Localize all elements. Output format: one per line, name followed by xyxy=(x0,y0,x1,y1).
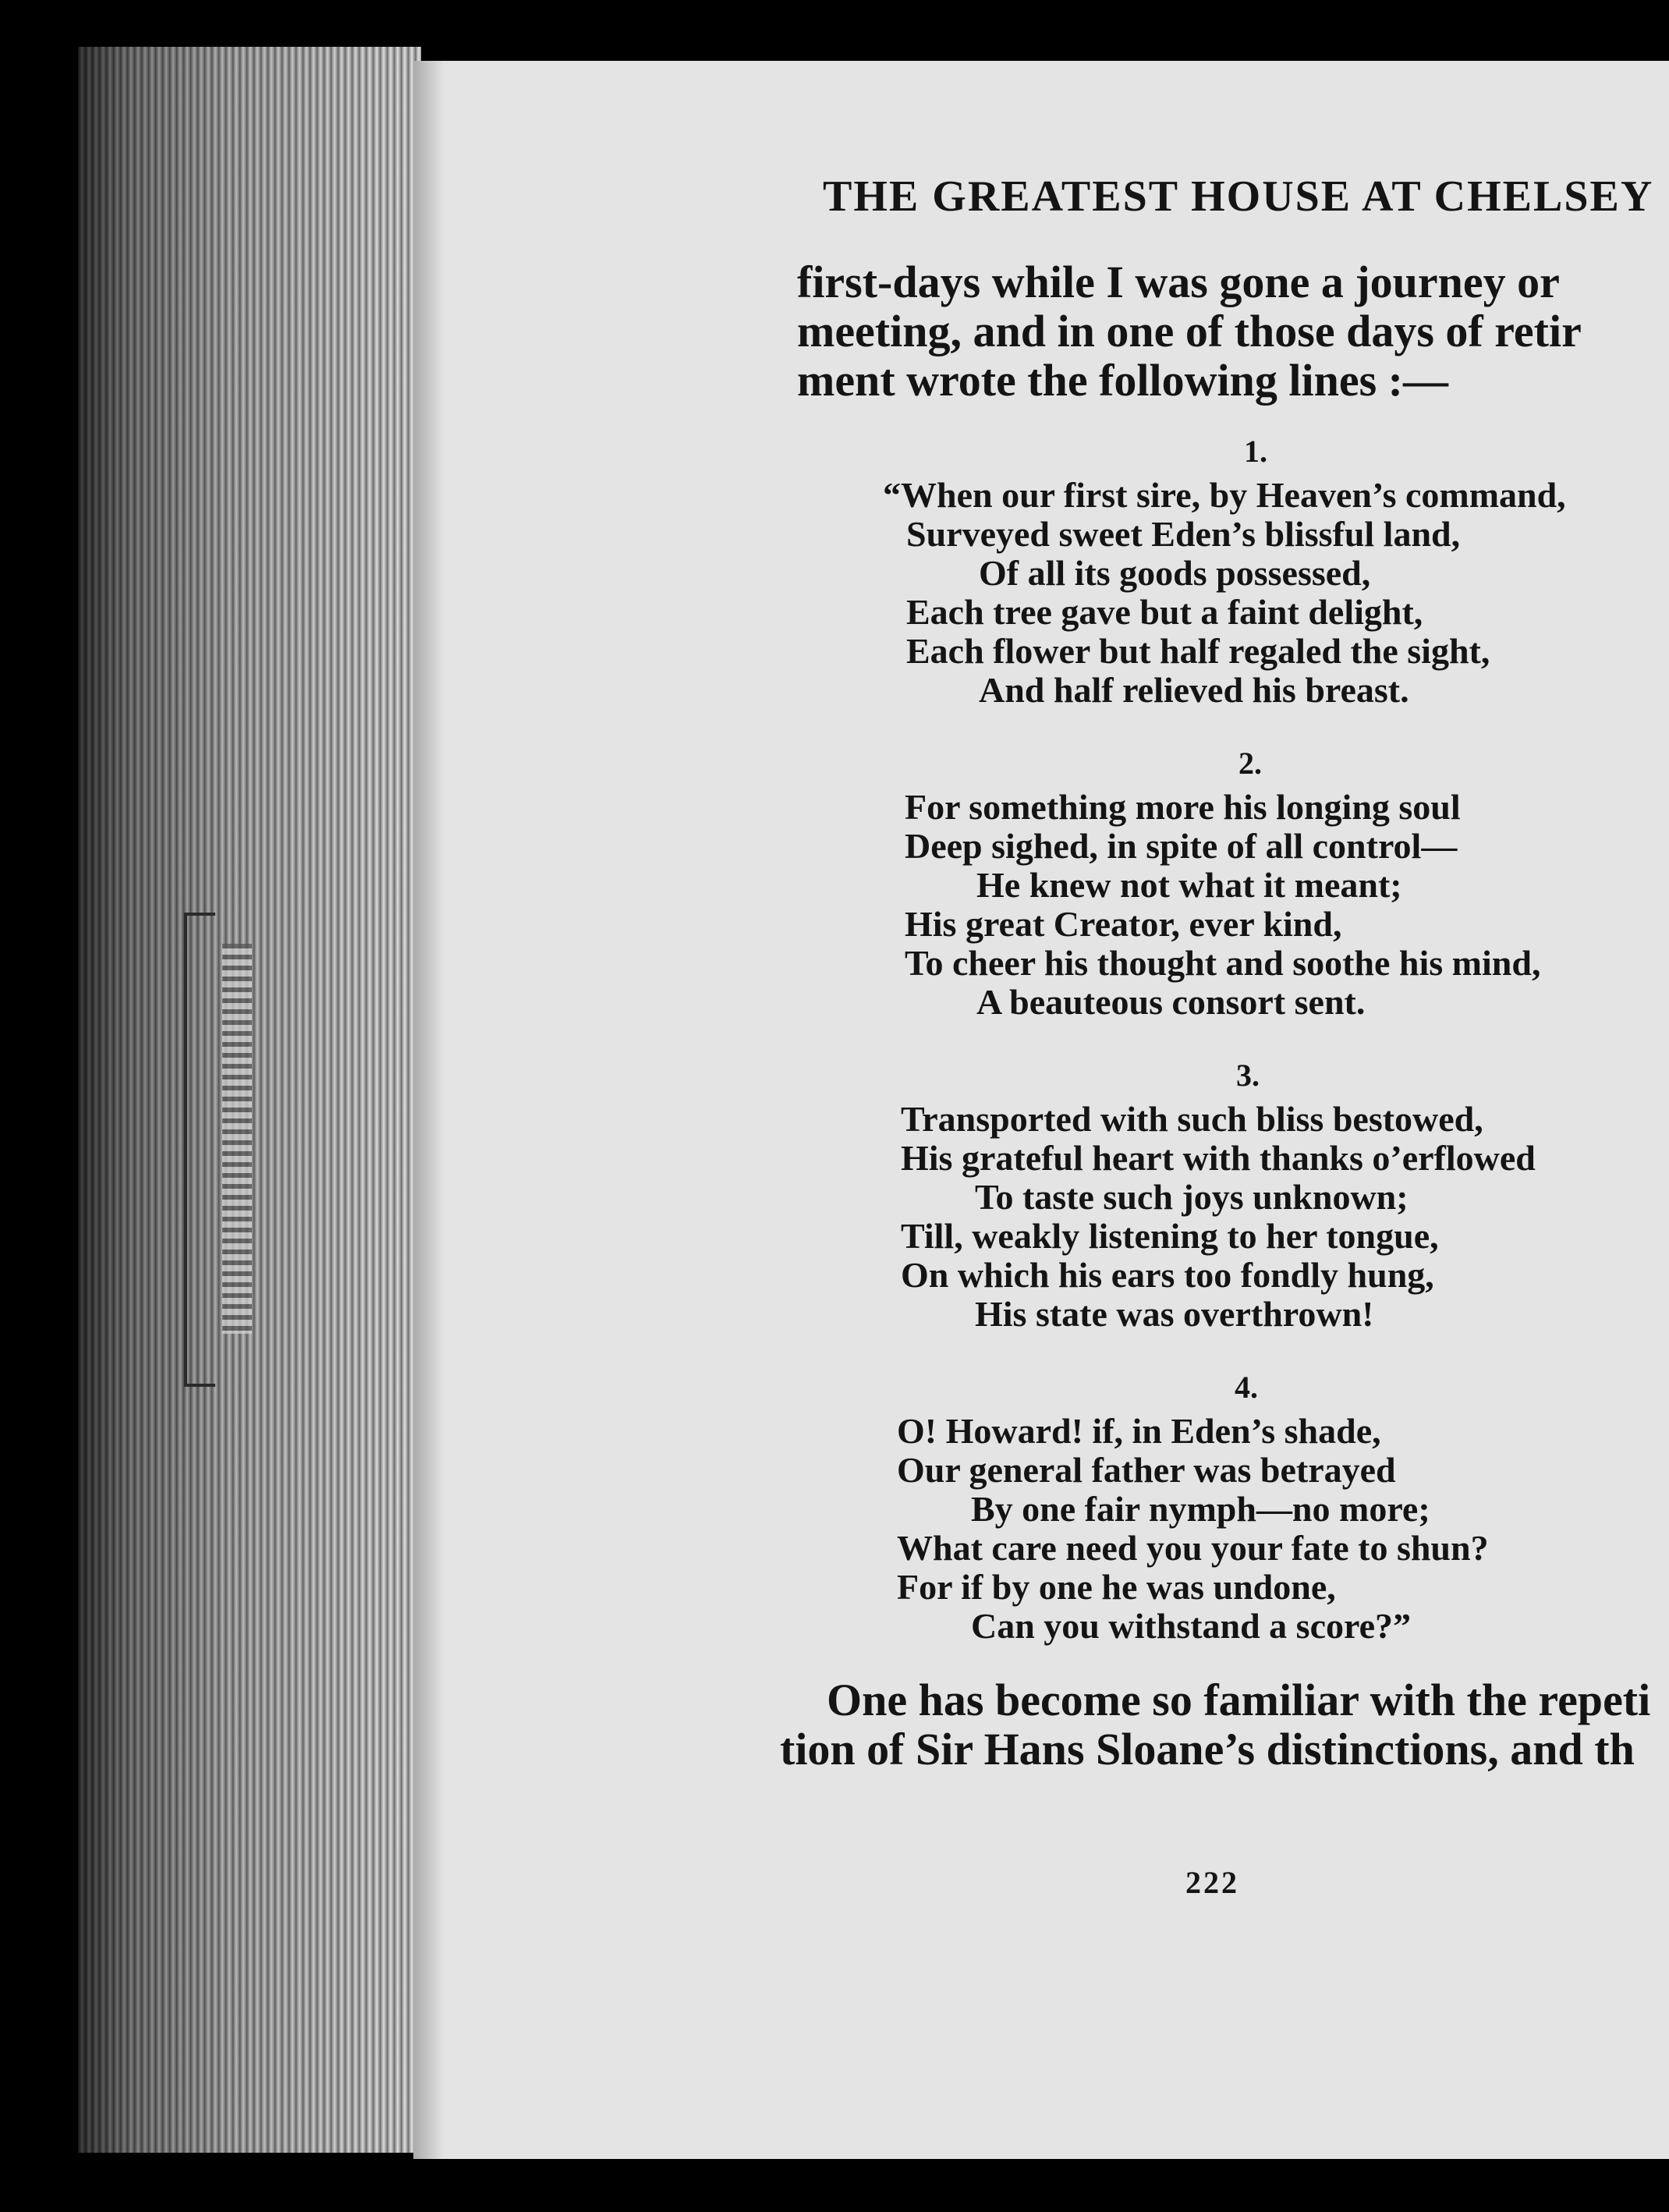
verse-line: Each tree gave but a faint delight, xyxy=(906,592,1423,632)
verse-line: O! Howard! if, in Eden’s shade, xyxy=(897,1411,1381,1451)
opening-line-3: ment wrote the following lines :— xyxy=(797,355,1448,406)
verse-line: “When our first sire, by Heaven’s command, xyxy=(883,475,1566,515)
verse-line: Surveyed sweet Eden’s blissful land, xyxy=(906,514,1461,554)
verse-line: A beauteous consort sent. xyxy=(976,982,1366,1022)
stanza-number: 3. xyxy=(1236,1058,1260,1093)
verse-line: His great Creator, ever kind, xyxy=(905,904,1342,944)
library-stamp-mark xyxy=(222,944,252,1334)
verse-line: Each flower but half regaled the sight, xyxy=(906,631,1490,671)
verse-line: Till, weakly listening to her tongue, xyxy=(901,1216,1439,1256)
verse-line: For if by one he was undone, xyxy=(897,1567,1336,1607)
running-header: THE GREATEST HOUSE AT CHELSEY xyxy=(823,172,1654,221)
closing-line-2: tion of Sir Hans Sloane’s distinctions, and th xyxy=(780,1724,1635,1774)
page-number: 222 xyxy=(1185,1865,1239,1900)
verse-line: Can you withstand a score?” xyxy=(971,1606,1411,1646)
verse-line: Our general father was betrayed xyxy=(897,1450,1396,1490)
verse-line: For something more his longing soul xyxy=(905,787,1461,827)
opening-line-2: meeting, and in one of those days of retir xyxy=(797,306,1582,356)
verse-line: By one fair nymph—no more; xyxy=(971,1489,1430,1529)
verse-line: Transported with such bliss bestowed, xyxy=(901,1099,1483,1139)
stanza-number: 1. xyxy=(1244,434,1267,469)
verse-line: What care need you your fate to shun? xyxy=(897,1528,1489,1568)
closing-line-1: One has become so familiar with the repeti xyxy=(827,1675,1651,1725)
verse-line: His state was overthrown! xyxy=(975,1294,1374,1334)
stanza-number: 4. xyxy=(1235,1370,1258,1405)
verse-line: And half relieved his breast. xyxy=(979,670,1409,710)
opening-line-1: first-days while I was gone a journey or xyxy=(797,257,1560,307)
verse-line: Of all its goods possessed, xyxy=(979,553,1371,593)
stanza-number: 2. xyxy=(1238,746,1262,781)
verse-line: Deep sighed, in spite of all control— xyxy=(905,826,1458,866)
verse-line: To cheer his thought and soothe his mind, xyxy=(905,943,1541,983)
verse-line: His grateful heart with thanks o’erflowed xyxy=(901,1138,1536,1178)
verse-line: To taste such joys unknown; xyxy=(975,1177,1409,1217)
verse-line: On which his ears too fondly hung, xyxy=(901,1255,1434,1295)
margin-bracket-mark xyxy=(184,913,215,1387)
verse-line: He knew not what it meant; xyxy=(976,865,1402,905)
